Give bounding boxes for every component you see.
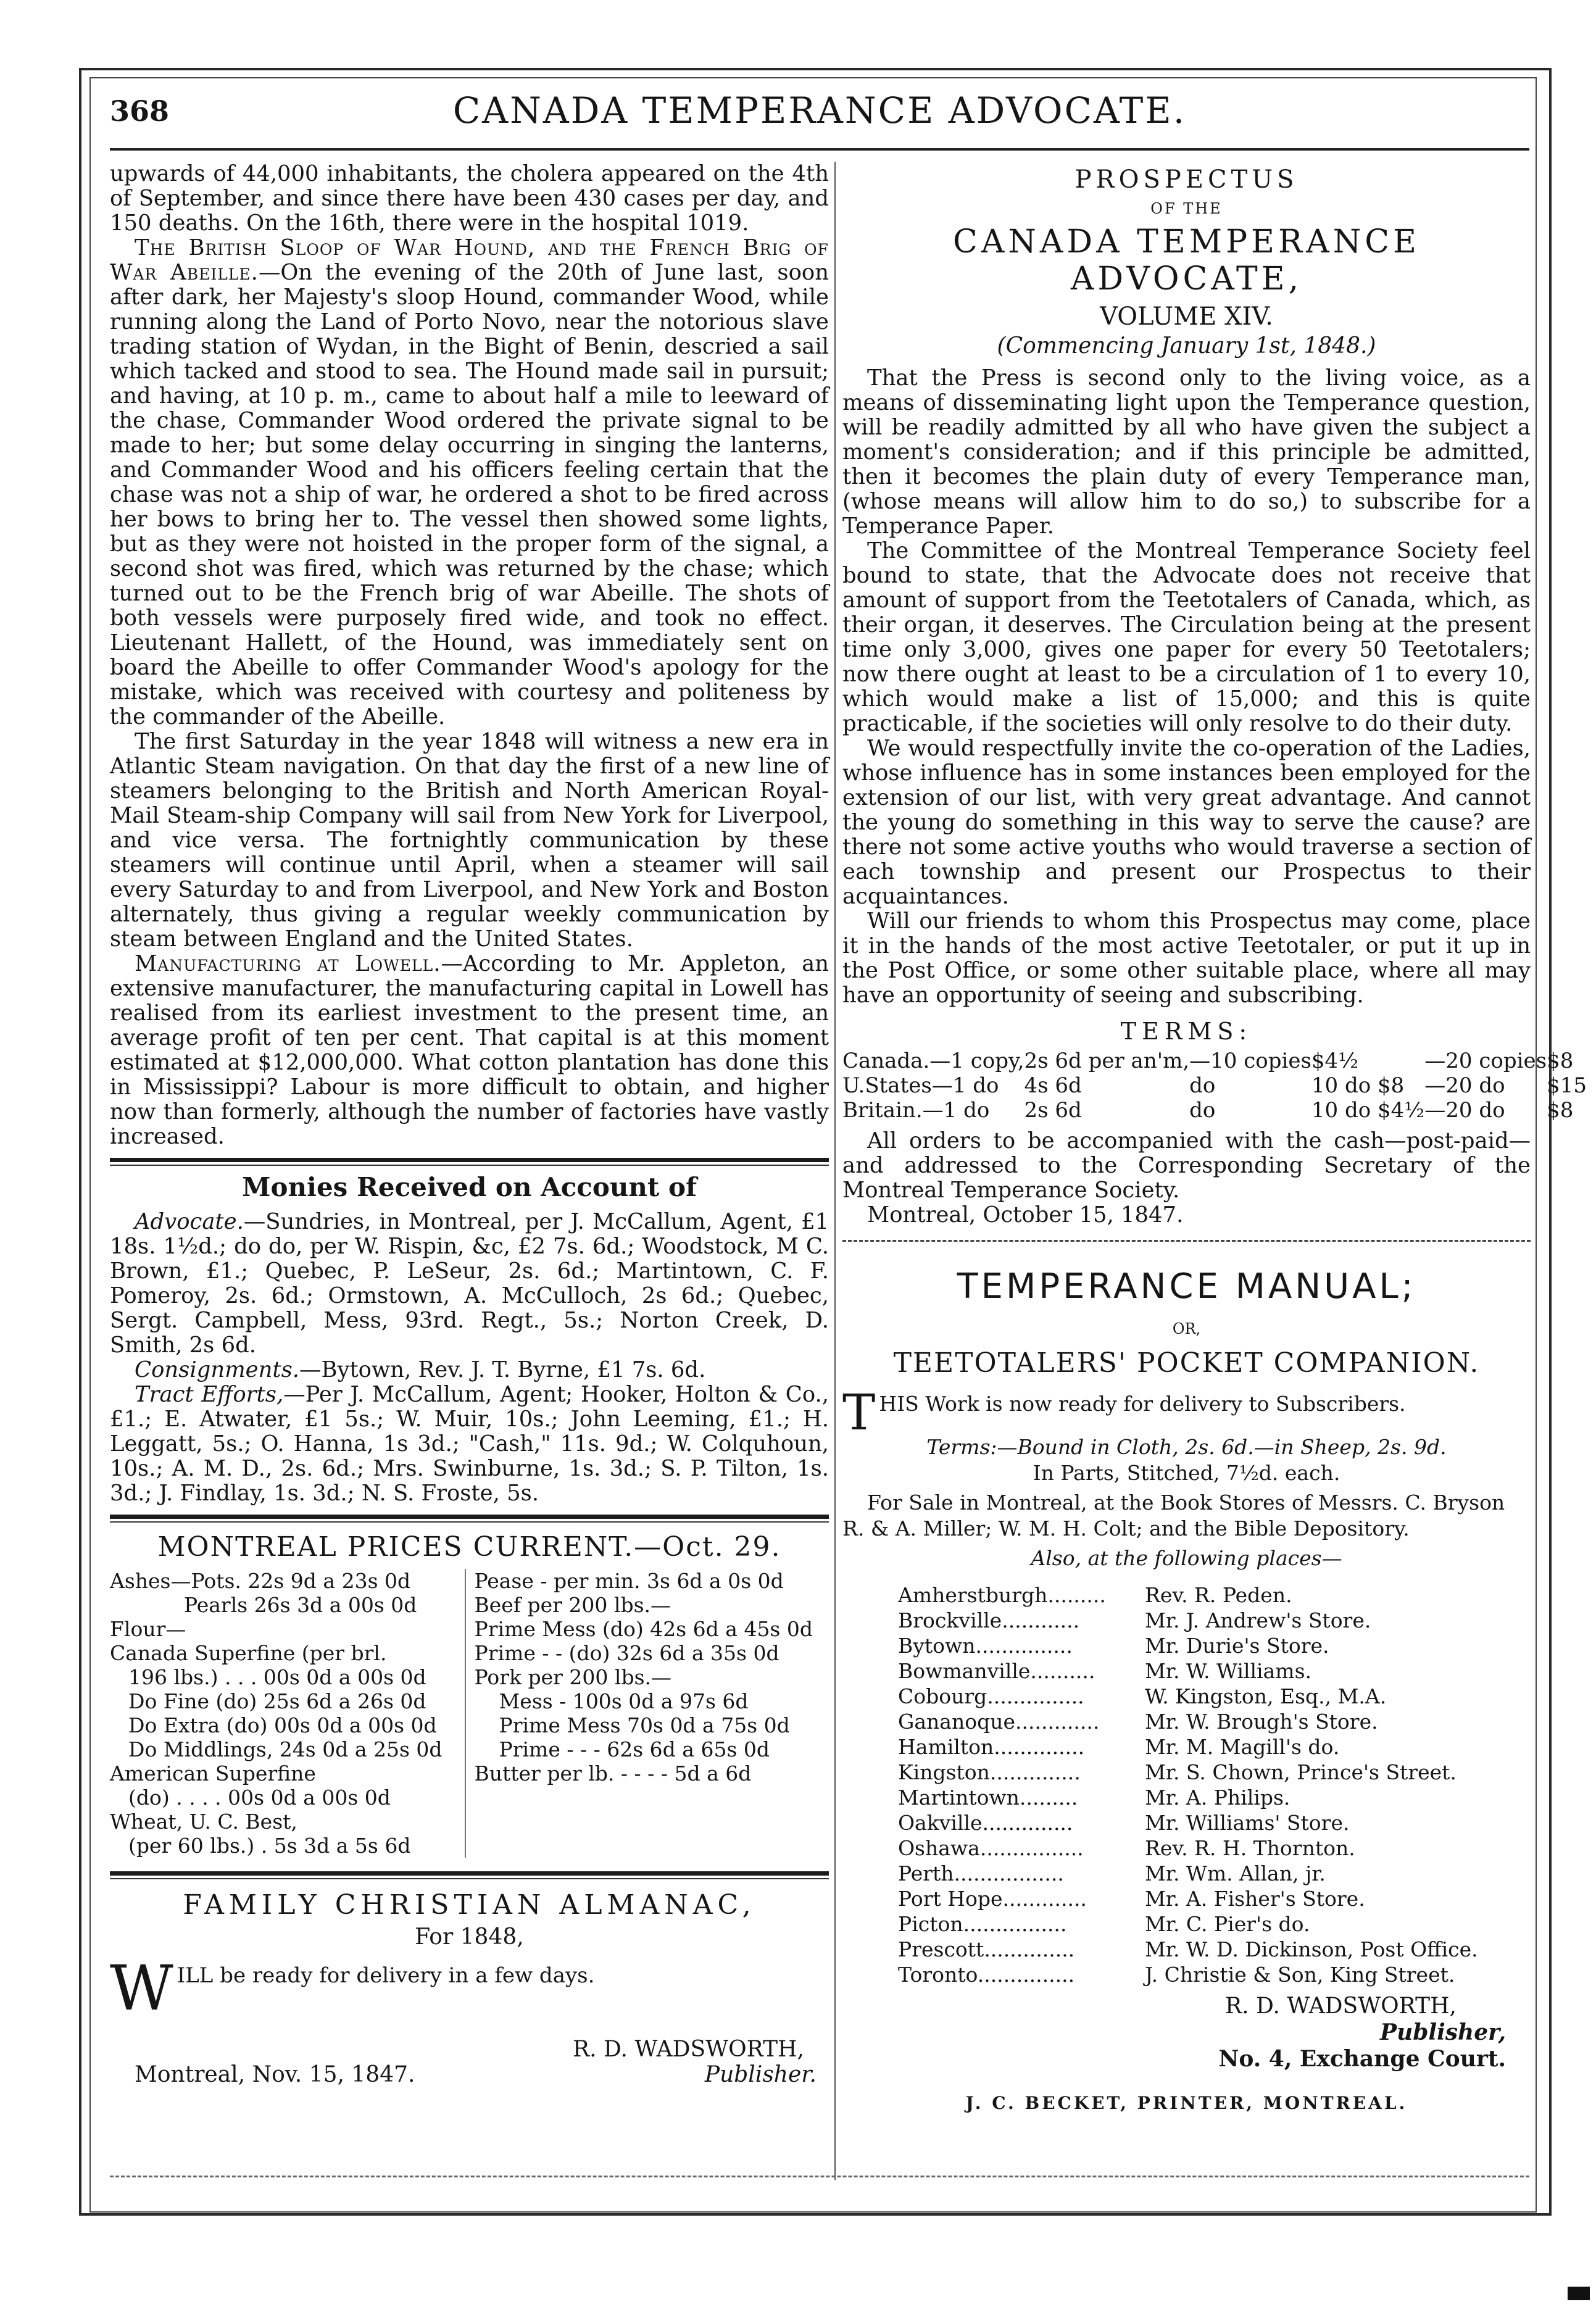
cholera-paragraph: upwards of 44,000 inhabitants, the cholera appeared on the 4th of September, and since there have been 430 cases per day, and 150 deaths. On the 16th, there were in the hospital 1019.	[110, 161, 829, 236]
monies-advocate-text: —Sundries, in Montreal, per J. McCallum, Agent, £1 18s. 1½d.; do do, per W. Rispin, &c, £2 7s. 6d.; Woodstock, M C. Brown, £1.; Quebec, P. LeSeur, 2s. 6d.; Martintown, C. F. Pomeroy, 2s. 6d.; Ormstown, A. McCulloch, 2s 6d.; Quebec, Sergt. Campbell, Mess, 93rd. Regt., 5s.; Norton Creek, D. Smith, 2s 6d.	[110, 1209, 829, 1358]
commencing-line: (Commencing January 1st, 1848.)	[997, 333, 1376, 359]
monies-tract-text: —Per J. McCallum, Agent; Hooker, Holton & Co., £1.; E. Atwater, £1 5s.; W. Muir, 10s.; John Leeming, £1.; H. Leggatt, 5s.; O. Hanna, 1s 3d.; "Cash," 11s. 9d.; W. Colquhoun, 10s.; A. M. D., 2s. 6d.; Mrs. Swinburne, 1s. 3d.; S. P. Tilton, 1s. 3d.; J. Findlay, 1s. 3d.; N. S. Froste, 5s.	[110, 1382, 829, 1506]
news-articles	[110, 162, 829, 1149]
prices-left-column	[110, 1569, 465, 1858]
terms-cell: U.States—1 do	[842, 1073, 999, 1098]
terms-cell: 10 do $8	[1311, 1073, 1405, 1098]
agent-name: Mr. Durie's Store.	[1145, 1634, 1329, 1658]
agent-row	[898, 1937, 1531, 1962]
price-line: Canada Superfine (per brl.	[110, 1641, 387, 1665]
pocket-companion-title: TEETOTALERS' POCKET COMPANION.	[893, 1347, 1480, 1379]
prices-table	[110, 1569, 829, 1858]
price-line: American Superfine	[110, 1761, 316, 1785]
agent-place: Cobourg...............	[898, 1684, 1084, 1708]
prospectus-date: Montreal, October 15, 1847.	[867, 1202, 1184, 1228]
manual-text: HIS Work is now ready for delivery to Subscribers.	[879, 1392, 1406, 1416]
prospectus-paragraph: That the Press is second only to the living voice, as a means of disseminating light upon the Temperance question, will be readily admitted by all who have given the subject a moment's consideration; and if this principle be admitted, then it becomes the plain duty of every Temperance man, (whose means will allow him to do so,) to subscribe for a Temperance Paper.	[842, 365, 1531, 539]
agent-name: J. Christie & Son, King Street.	[1145, 1963, 1455, 1987]
agent-place: Gananoque.............	[898, 1710, 1100, 1734]
almanac-subtitle: For 1848,	[415, 1924, 524, 1950]
agent-name: Mr. W. Brough's Store.	[1145, 1710, 1378, 1734]
manual-parts: In Parts, Stitched, 7½d. each.	[1033, 1461, 1340, 1485]
bottom-dashed-rule	[110, 2176, 1529, 2177]
price-line: Wheat, U. C. Best,	[110, 1810, 297, 1834]
monies-section	[110, 1210, 829, 1506]
monies-consign-label: Consignments.	[135, 1357, 300, 1382]
almanac-dropcap: W	[110, 1952, 173, 2024]
agent-place: Oakville..............	[898, 1811, 1073, 1835]
agent-name: Mr. S. Chown, Prince's Street.	[1145, 1760, 1457, 1784]
terms-cell: $8	[1547, 1098, 1574, 1123]
terms-cell: do	[1189, 1073, 1216, 1098]
agent-place: Hamilton..............	[898, 1735, 1085, 1759]
running-header	[110, 89, 1529, 139]
publisher-name: R. D. WADSWORTH,	[1224, 1993, 1457, 2019]
orders-section	[842, 1129, 1531, 1228]
terms-cell: 4s 6d	[1024, 1073, 1082, 1098]
agent-row	[898, 1785, 1531, 1810]
terms-cell: 2s 6d per an'm,	[1024, 1049, 1190, 1073]
prices-heading: MONTREAL PRICES CURRENT.—Oct. 29.	[157, 1531, 781, 1563]
agent-name: Mr. W. Williams.	[1145, 1659, 1311, 1683]
manual-sale: For Sale in Montreal, at the Book Stores of Messrs. C. Bryson R. & A. Miller; W. M. H. Colt; and the Bible Depository.	[842, 1490, 1505, 1540]
monies-consignments	[110, 1358, 829, 1382]
section-rule-thin	[110, 1878, 829, 1879]
agent-row	[898, 1911, 1531, 1937]
agent-row	[898, 1658, 1531, 1684]
right-column	[842, 162, 1587, 2113]
left-column	[110, 162, 829, 2087]
agent-place: Port Hope.............	[898, 1887, 1087, 1911]
agent-place: Prescott..............	[898, 1937, 1075, 1961]
agent-name: Mr. M. Magill's do.	[1145, 1735, 1340, 1759]
terms-row	[842, 1098, 1587, 1123]
monies-tract	[110, 1382, 829, 1506]
monies-advocate	[110, 1210, 829, 1358]
agent-row	[898, 1709, 1531, 1734]
agent-place: Bytown...............	[898, 1634, 1073, 1658]
terms-heading: TERMS:	[1120, 1018, 1253, 1045]
price-line: Ashes—Pots. 22s 9d a 23s 0d	[110, 1569, 411, 1593]
terms-cell: —20 copies	[1424, 1049, 1547, 1073]
agent-row	[898, 1810, 1531, 1835]
agent-name: Mr. A. Philips.	[1145, 1785, 1291, 1810]
monies-heading: Monies Received on Account of	[241, 1172, 697, 1202]
manual-notice	[842, 1384, 1531, 1441]
agent-row	[898, 1886, 1531, 1911]
agent-row	[898, 1962, 1531, 1987]
manual-terms-text: Terms:—Bound in Cloth, 2s. 6d.—in Sheep, 2s. 9d.	[926, 1435, 1447, 1459]
agent-row	[898, 1760, 1531, 1785]
publisher-title	[842, 2019, 1506, 2046]
price-line: Prime Mess 70s 0d a 75s 0d	[499, 1713, 790, 1737]
terms-cell: —20 do	[1424, 1073, 1505, 1098]
agent-row	[898, 1734, 1531, 1760]
price-line: Flour—	[110, 1617, 186, 1641]
terms-table	[842, 1049, 1587, 1123]
terms-row	[842, 1073, 1587, 1098]
price-line: Butter per lb. - - - - 5d a 6d	[474, 1761, 752, 1785]
publisher-block	[842, 1993, 1531, 2072]
terms-cell: do	[1189, 1098, 1216, 1123]
almanac-date: Montreal, Nov. 15, 1847.	[135, 2062, 415, 2087]
agent-name: Mr. Williams' Store.	[1145, 1811, 1350, 1835]
price-line: (do) . . . . 00s 0d a 00s 0d	[128, 1785, 391, 1810]
terms-cell: Canada.—1 copy,	[842, 1049, 1025, 1073]
hound-abeille-heading: The British Sloop of War Hound, and the French Brig of War Abeille.	[110, 235, 829, 285]
agent-row	[898, 1608, 1531, 1633]
agent-place: Kingston..............	[898, 1760, 1081, 1784]
price-line: Beef per 200 lbs.—	[474, 1593, 671, 1617]
agent-place: Toronto...............	[898, 1963, 1075, 1987]
agents-list	[898, 1582, 1531, 1987]
agent-name: Mr. Wm. Allan, jr.	[1145, 1861, 1326, 1885]
prospectus-heading: PROSPECTUS	[1074, 165, 1299, 194]
agent-name: Mr. J. Andrew's Store.	[1145, 1608, 1371, 1632]
agent-place: Brockville............	[898, 1608, 1080, 1632]
agent-place: Picton................	[898, 1912, 1067, 1936]
publisher-address: No. 4, Exchange Court.	[1218, 2046, 1506, 2072]
advocate-title: CANADA TEMPERANCE ADVOCATE,	[953, 223, 1420, 297]
almanac-signature: R. D. WADSWORTH,	[572, 2037, 804, 2062]
price-line: Do Fine (do) 25s 6d a 26s 0d	[128, 1689, 426, 1713]
terms-cell: 2s 6d	[1024, 1098, 1082, 1123]
agent-row	[898, 1861, 1531, 1886]
section-rule	[110, 1871, 829, 1876]
price-line: Prime - - - 62s 6d a 65s 0d	[499, 1737, 770, 1761]
column-divider	[834, 162, 836, 2180]
prospectus-of-the: OF THE	[1150, 200, 1223, 217]
monies-advocate-label: Advocate.	[135, 1209, 244, 1234]
agent-row	[898, 1835, 1531, 1861]
lowell-paragraph	[110, 952, 829, 1149]
dashed-divider	[842, 1240, 1531, 1242]
lowell-heading: Manufacturing at Lowell.	[135, 951, 441, 976]
terms-cell: $8	[1547, 1049, 1574, 1073]
printer-imprint: J. C. BECKET, PRINTER, MONTREAL.	[965, 2093, 1408, 2113]
terms-cell: 10 do $4½	[1311, 1098, 1425, 1123]
almanac-footer	[110, 2062, 829, 2087]
hound-abeille-paragraph	[110, 236, 829, 730]
manual-terms	[842, 1434, 1531, 1460]
agent-name: Rev. R. H. Thornton.	[1145, 1836, 1355, 1860]
prospectus-body	[842, 366, 1531, 1008]
agent-row	[898, 1684, 1531, 1709]
price-line: Do Extra (do) 00s 0d a 00s 0d	[128, 1713, 437, 1737]
manual-or: OR,	[1172, 1320, 1201, 1337]
running-title: CANADA TEMPERANCE ADVOCATE.	[452, 89, 1187, 131]
terms-cell: $15	[1547, 1073, 1587, 1098]
manual-dropcap: T	[842, 1384, 876, 1441]
prospectus-paragraph: Will our friends to whom this Prospectus may come, place it in the hands of the most active Teetotaler, or put it up in the Post Office, or some other suitable place, where all may have an opportunity of seeing and subscribing.	[842, 908, 1531, 1008]
hound-abeille-text: —On the evening of the 20th of June last, soon after dark, her Majesty's sloop Hound, commander Wood, while running along the Land of Porto Novo, near the notorious slave trading station of Wydan, in the Bight of Benin, descried a sail which tacked and stood to sea. The Hound made sail in pursuit; and having, at 10 p. m., came to about half a mile to leeward of the chase, Commander Wood ordered the private signal to be made to her; but some delay occurring in singing the lanterns, and Commander Wood and his officers feeling certain that the chase was not a ship of war, he ordered a shot to be fired across her bows to bring her to. The vessel then showed some lights, but as they were not hoisted in the proper form of the signal, a second shot was fired, which was returned by the chase; which turned out to be the French brig of war Abeille. The shots of both vessels were purposely fired wide, and took no effect. Lieutenant Hallett, of the Hound, was immediately sent on board the Abeille to offer Commander Wood's apology for the mistake, which was received with courtesy and politeness by the commander of the Abeille.	[110, 260, 829, 730]
agent-place: Martintown.........	[898, 1785, 1078, 1810]
price-line: Prime Mess (do) 42s 6d a 45s 0d	[474, 1617, 813, 1641]
agent-place: Amherstburgh.........	[898, 1583, 1106, 1607]
orders-text: All orders to be accompanied with the cash—post-paid—and addressed to the Corresponding Secretary of the Montreal Temperance Society.	[842, 1128, 1531, 1203]
price-line: Do Middlings, 24s 0d a 25s 0d	[128, 1737, 443, 1761]
agent-name: W. Kingston, Esq., M.A.	[1145, 1684, 1387, 1708]
terms-cell: $4½	[1311, 1049, 1359, 1073]
terms-cell: —10 copies	[1189, 1049, 1311, 1073]
terms-row	[842, 1049, 1587, 1073]
agent-place: Perth.................	[898, 1861, 1064, 1885]
price-line: Prime - - (do) 32s 6d a 35s 0d	[474, 1641, 779, 1665]
almanac-text: ILL be ready for delivery in a few days.	[177, 1963, 595, 1988]
prices-right-column	[465, 1569, 829, 1858]
almanac-title: FAMILY CHRISTIAN ALMANAC,	[183, 1889, 756, 1921]
prospectus-paragraph: We would respectfully invite the co-operation of the Ladies, whose influence has in some instances been employed for the extension of our list, with very great advantage. And cannot the young do something in this way to serve the cause? are there not some active youths who would traverse a section of each township and present our Prospectus to their acquaintances.	[842, 736, 1531, 909]
price-line: (per 60 lbs.) . 5s 3d a 5s 6d	[128, 1834, 411, 1858]
manual-also: Also, at the following places—	[1031, 1546, 1342, 1570]
agent-name: Mr. C. Pier's do.	[1145, 1912, 1310, 1936]
section-rule	[110, 1158, 829, 1162]
prospectus-paragraph: The Committee of the Montreal Temperance Society feel bound to state, that the Advocate does not receive that amount of support from the Teetotalers of Canada, which, as their organ, it deserves. The Circulation being at the present time only 3,000, gives one paper for every 50 Teetotalers; now there ought at least to be a circulation of 1 to every 10, which would make a list of 15,000; and this is quite practicable, if the societies will only resolve to do their duty.	[842, 538, 1531, 736]
almanac-notice	[110, 1952, 829, 2024]
steam-navigation-paragraph: The first Saturday in the year 1848 will witness a new era in Atlantic Steam navigation. On that day the first of a new line of steamers belonging to the British and North American Royal-Mail Steam-ship Company will sail from New York for Liverpool, and vice versa. The fortnightly communication by these steamers will continue until April, when a steamer will sail every Saturday to and from Liverpool, and New York and Boston alternately, thus giving a regular weekly communication by steam between England and the United States.	[110, 729, 829, 952]
section-rule	[110, 1515, 829, 1519]
agent-name: Mr. A. Fisher's Store.	[1145, 1887, 1365, 1911]
lowell-text: —According to Mr. Appleton, an extensive manufacturer, the manufacturing capital in Lowell has realised from its earliest investment to the present time, an average profit of ten per cent. That capital is at this moment estimated at $12,000,000. What cotton plantation has done this in Mississippi? Labour is more difficult to obtain, and higher now than formerly, although the number of factories have vastly increased.	[110, 951, 829, 1149]
section-rule-thin	[110, 1521, 829, 1523]
agent-name: Rev. R. Peden.	[1145, 1583, 1292, 1607]
volume-line: VOLUME XIV.	[1100, 302, 1273, 331]
agent-row	[898, 1582, 1531, 1608]
header-rule	[110, 148, 1529, 151]
almanac-publisher: Publisher.	[704, 2062, 817, 2087]
agent-name: Mr. W. D. Dickinson, Post Office.	[1145, 1937, 1478, 1961]
section-rule-thin	[110, 1165, 829, 1166]
agent-row	[898, 1633, 1531, 1658]
agent-place: Bowmanville..........	[898, 1659, 1095, 1683]
publisher-title-text: Publisher,	[1380, 2019, 1506, 2045]
agent-place: Oshawa................	[898, 1836, 1084, 1860]
price-line: Pease - per min. 3s 6d a 0s 0d	[474, 1569, 784, 1593]
manual-title: TEMPERANCE MANUAL;	[957, 1266, 1416, 1307]
page-number: 368	[110, 94, 170, 128]
terms-cell: —20 do	[1424, 1098, 1505, 1123]
monies-consign-text: —Bytown, Rev. J. T. Byrne, £1 7s. 6d.	[299, 1357, 706, 1382]
price-line: Mess - 100s 0d a 97s 6d	[499, 1689, 749, 1713]
price-line: Pork per 200 lbs.—	[474, 1665, 671, 1689]
terms-cell: Britain.—1 do	[842, 1098, 990, 1123]
price-line: 196 lbs.) . . . 00s 0d a 00s 0d	[128, 1665, 426, 1689]
monies-tract-label: Tract Efforts,	[135, 1382, 284, 1407]
scan-corner-mark	[1568, 2287, 1590, 2300]
price-line: Pearls 26s 3d a 00s 0d	[184, 1593, 417, 1617]
